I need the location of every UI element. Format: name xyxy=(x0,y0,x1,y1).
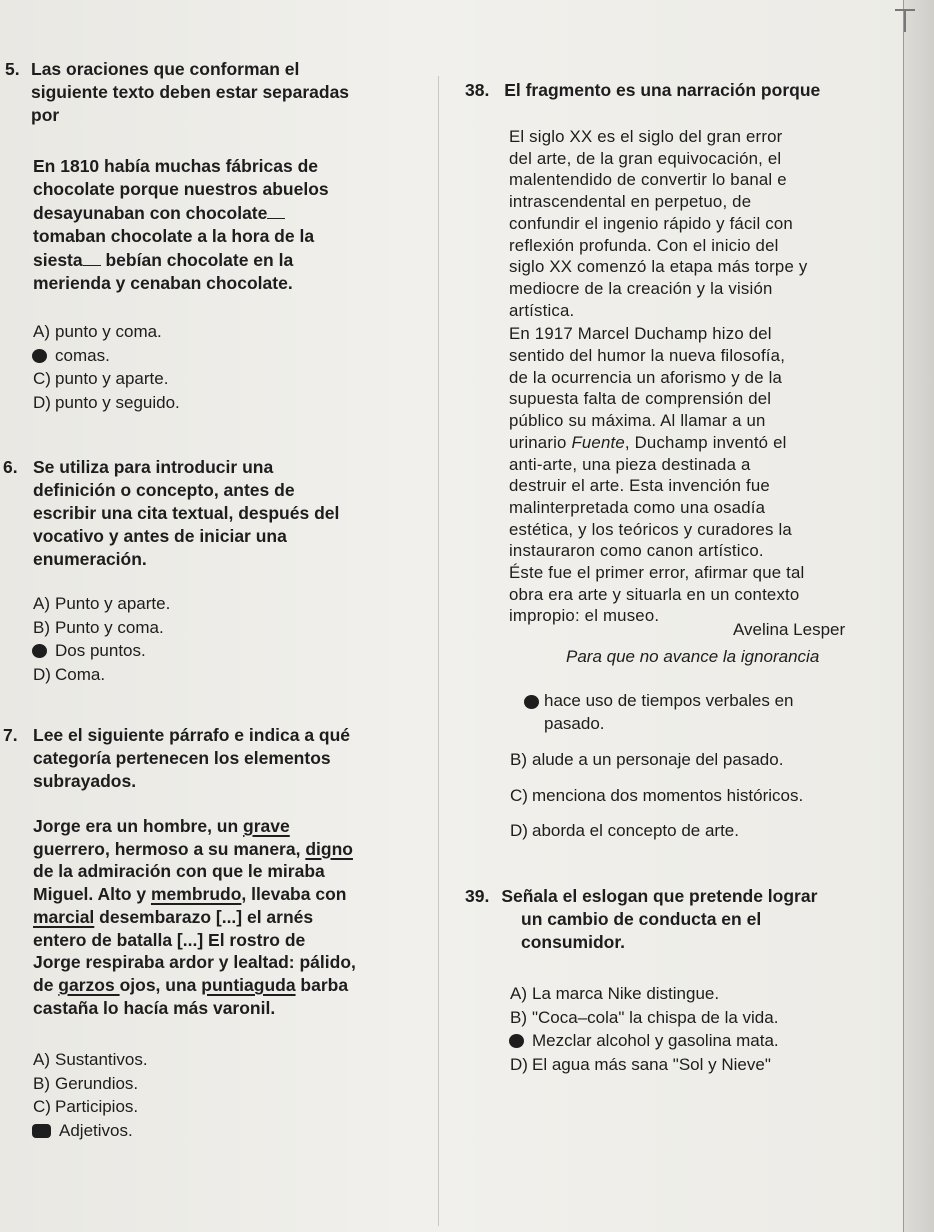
underlined-word: marcial xyxy=(33,906,95,927)
underlined-word: membrudo xyxy=(150,884,242,905)
question-38-options xyxy=(510,690,803,843)
blank xyxy=(267,204,285,219)
option-a[interactable]: A) Punto y aparte. xyxy=(33,594,171,613)
underlined-word: digno xyxy=(305,838,353,859)
question-6-prompt: 6. Se utiliza para introducir una definición o concepto, antes de escribir una cita textual, después del vocativo y antes de iniciar una enumeración. xyxy=(3,457,340,569)
question-5-text: En 1810 había muchas fábricas de chocolate porque nuestros abuelos desayunaban con chocolate tomaban chocolate a la hora de la siesta bebían chocolate en la merienda y cenaban chocolate. xyxy=(33,156,329,294)
question-5-options xyxy=(33,320,180,414)
option-d[interactable]: D) punto y seguido. xyxy=(33,392,180,412)
question-number: 5. xyxy=(5,59,20,79)
question-6-options xyxy=(33,592,170,686)
blank xyxy=(83,251,101,266)
option-a[interactable]: hace uso de tiempos verbales en pasado. xyxy=(510,690,803,735)
question-number: 7. xyxy=(3,725,18,745)
option-d[interactable]: D) Coma. xyxy=(33,664,106,684)
question-number: 6. xyxy=(3,457,18,477)
underlined-word: grave xyxy=(243,816,290,836)
question-number: 38. xyxy=(465,80,490,100)
question-38-prompt: 38. El fragmento es una narración porque xyxy=(465,80,821,100)
column-divider xyxy=(438,76,439,1226)
option-c[interactable]: C) menciona dos momentos históricos. xyxy=(510,785,804,805)
question-7-prompt: 7. Lee el siguiente párrafo e indica a qué categoría pertenecen los elementos subrayados. xyxy=(3,725,351,791)
option-d[interactable]: Adjetivos. xyxy=(33,1119,148,1143)
option-b[interactable]: B) Gerundios. xyxy=(33,1073,139,1093)
option-c[interactable]: Dos puntos. xyxy=(33,639,170,663)
adjacent-page-edge xyxy=(903,0,934,1232)
question-39-options xyxy=(510,982,779,1076)
passage-author: Avelina Lesper xyxy=(733,620,846,639)
option-c[interactable]: Mezclar alcohol y gasolina mata. xyxy=(510,1029,779,1053)
option-c[interactable]: C) punto y aparte. xyxy=(33,369,169,389)
question-7-paragraph: Jorge era un hombre, un grave guerrero, hermoso a su manera, digno de la admiración con que le miraba Miguel. Alto y membrudo, llevaba con marcial desembarazo [...] el arnés entero de batalla [...] El rostro de Jorge respiraba ardor y lealtad: pálido, de garzos ojos, una puntiaguda barba castaña lo hacía más varonil. xyxy=(33,816,356,1018)
underlined-word: puntiaguda xyxy=(201,974,296,995)
question-39-prompt: 39. Señala el eslogan que pretende lograr un cambio de conducta en el consumidor. xyxy=(465,886,818,952)
question-number: 39. xyxy=(465,886,490,906)
question-5-prompt: 5. Las oraciones que conforman el siguiente texto deben estar separadas por xyxy=(5,59,350,125)
option-c[interactable]: C) Participios. xyxy=(33,1097,139,1117)
option-b[interactable]: B) Punto y coma. xyxy=(33,617,164,637)
option-d[interactable]: D) El agua más sana "Sol y Nieve" xyxy=(510,1054,771,1074)
option-a[interactable]: A) Sustantivos. xyxy=(33,1050,148,1069)
question-38-passage: El siglo XX es el siglo del gran error del arte, de la gran equivocación, el malentendido de convertir lo banal e intrascendental en perpetuo, de confundir el ingenio rápido y fácil con reflexión profunda. Con el inicio del siglo XX comenzó la etapa más torpe y mediocre de la creación y la visión artística. En 1917 Marcel Duchamp hizo del sentido del humor la nueva filosofía, de la ocurrencia un aforismo y de la supuesta falta de comprensión del público su máxima. Al llamar a un urinario Fuente, Duchamp inventó el anti-arte, una pieza destinada a destruir el arte. Esta invención fue malinterpretada como una osadía estética, y los teóricos y curadores la instauraron como canon artístico. Éste fue el primer error, afirmar que tal obra era arte y situarla en un contexto impropio: el museo. xyxy=(509,127,808,626)
corner-mark-icon xyxy=(893,4,923,34)
option-b[interactable]: B) "Coca–cola" la chispa de la vida. xyxy=(510,1007,779,1027)
passage-source: Para que no avance la ignorancia xyxy=(566,647,820,666)
option-a[interactable]: A) punto y coma. xyxy=(33,322,162,341)
option-a[interactable]: A) La marca Nike distingue. xyxy=(510,984,720,1003)
option-b[interactable]: comas. xyxy=(33,344,180,368)
question-7-options xyxy=(33,1048,148,1142)
option-d[interactable]: D) aborda el concepto de arte. xyxy=(510,821,739,840)
option-b[interactable]: B) alude a un personaje del pasado. xyxy=(510,750,784,769)
underlined-word: garzos xyxy=(58,974,120,995)
